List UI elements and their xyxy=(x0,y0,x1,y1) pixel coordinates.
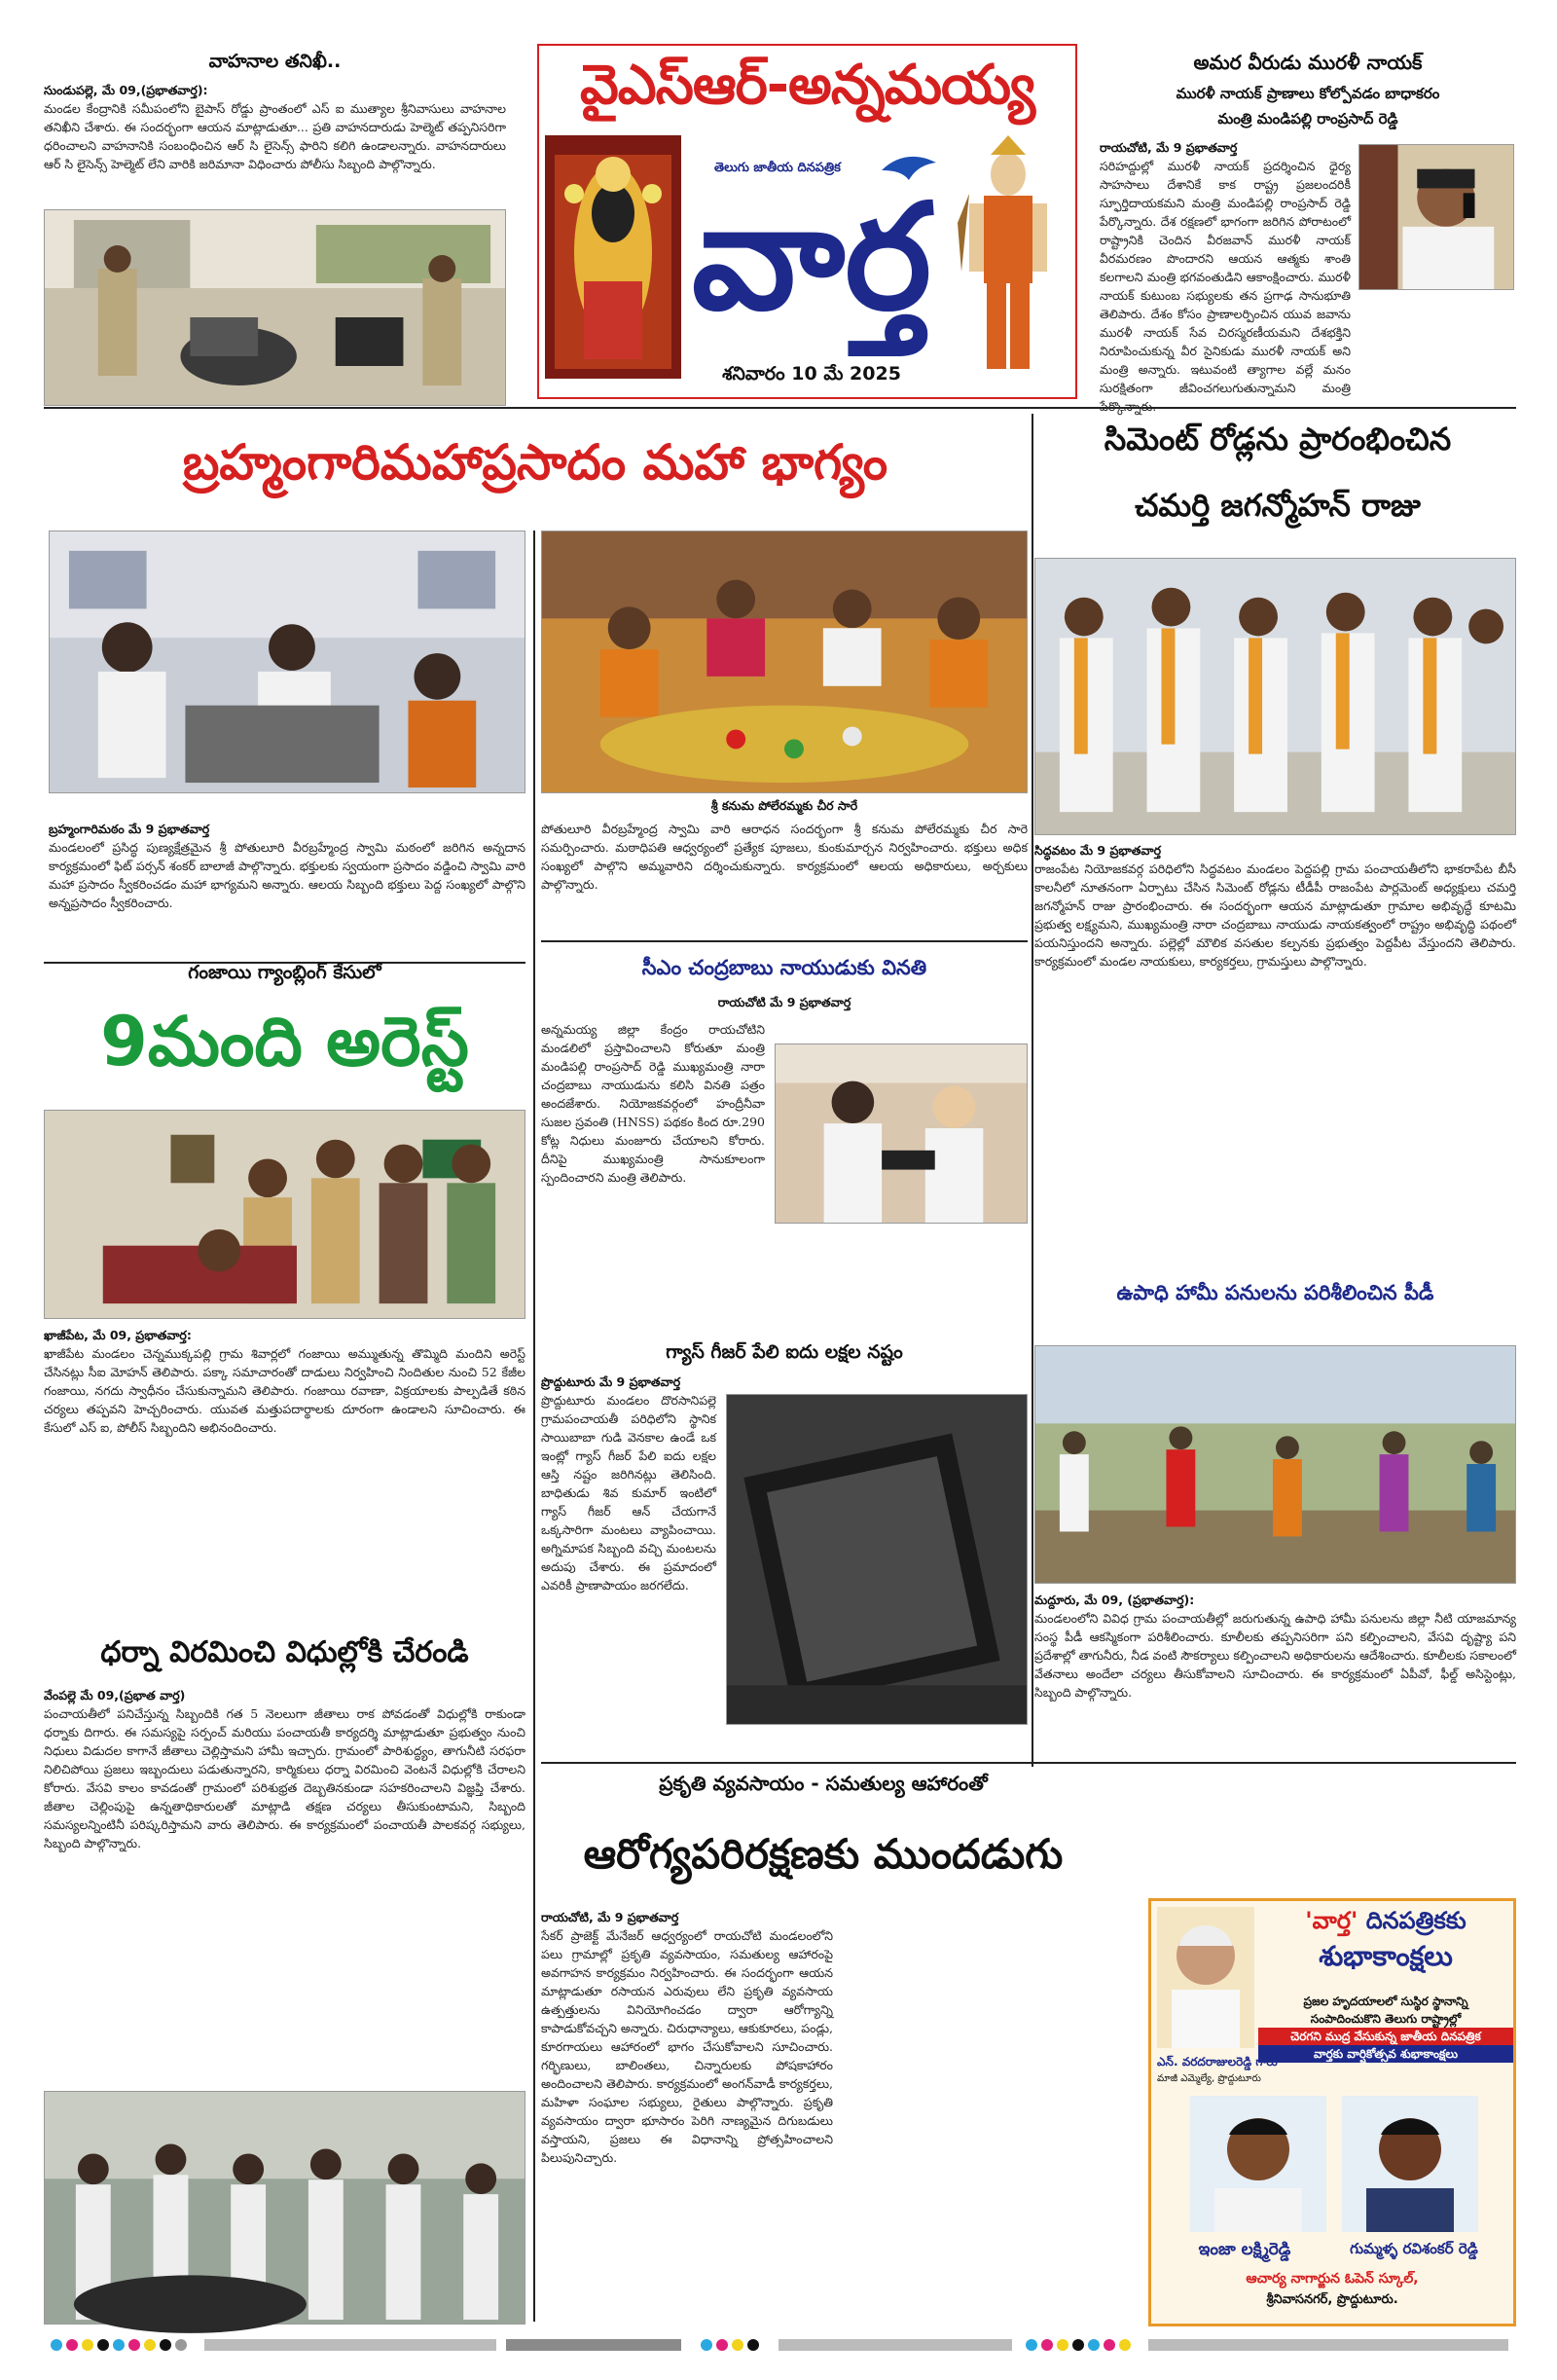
masthead-district-title: వైఎస్ఆర్-అన్నమయ్య xyxy=(579,54,1035,117)
ad-person-right-name: గుమ్మళ్ళ రవిశంకర్ రెడ్డి xyxy=(1350,2240,1478,2257)
masthead-date: శనివారం 10 మే 2025 xyxy=(722,363,901,384)
dateline: సుండుపల్లె, మే 09,(ప్రభాతవార్త): xyxy=(44,83,208,97)
ad-main-person-role: మాజీ ఎమ్మెల్యే, ప్రొద్దుటూరు xyxy=(1157,2073,1261,2084)
photo-ad-person-right xyxy=(1342,2096,1478,2232)
photo-burnt-geyser xyxy=(726,1394,1028,1725)
story-brahmam-headline: బ్రహ్మంగారిమహాప్రసాదం మహా భాగ్యం xyxy=(182,434,888,491)
dateline: వేంపల్లె మే 09,(ప్రభాత వార్త) xyxy=(44,1688,186,1703)
story-gas-body xyxy=(541,1373,716,1733)
photo-dharna-meeting xyxy=(44,2091,525,2325)
photo-deity-left xyxy=(545,135,681,379)
photo-annadanam xyxy=(49,531,525,793)
ad-title-line2: శుభాకాంక్షలు xyxy=(1319,1940,1453,1972)
photo-ad-main-person xyxy=(1157,1907,1254,2048)
story-dharna-headline: ధర్నా విరమించి విధుల్లోకి చేరండి xyxy=(100,1635,469,1669)
dateline: రాయచోటి, మే 9 ప్రభాతవార్త xyxy=(541,1910,679,1924)
photo-cm-petition xyxy=(775,1044,1028,1224)
story-cement-headline-1: సిమెంట్ రోడ్లను ప్రారంభించిన xyxy=(1104,421,1452,458)
dateline: ప్రొద్దుటూరు మే 9 ప్రభాతవార్త xyxy=(541,1374,681,1389)
dateline: సిద్ధవటం మే 9 ప్రభాతవార్త xyxy=(1034,843,1161,858)
story-murali-body xyxy=(1100,138,1351,396)
story-health-kicker: ప్రకృతి వ్యవసాయం - సమతుల్య ఆహారంతో xyxy=(659,1772,988,1795)
story-cement-body xyxy=(1034,841,1516,1269)
story-health-headline: ఆరోగ్యపరిరక్షణకు ముందడుగు xyxy=(583,1830,1064,1878)
photo-pooja-ceremony xyxy=(541,531,1028,793)
masthead-paper-name: వార్త xyxy=(691,173,932,343)
story-gas-text: ప్రొద్దుటూరు మండలం దొరసానిపల్లె గ్రామపంచాయతీ పరిధిలోని స్థానిక సాయిబాబా గుడి వెనకాల ఉండే ఒక ఇంట్లో గ్యాస్ గీజర్ పేలి ఐదు లక్షల ఆస్తి నష్టం జరిగినట్లు తెలిసింది. బాధితుడు శివ కుమార్ ఇంటిలో గ్యాస్ గీజర్ ఆన్ చేయగానే ఒక్కసారిగా మంటలు వ్యాపించాయి. అగ్నిమాపక సిబ్బంది వచ్చి మంటలను అదుపు చేశారు. ఈ ప్రమాదంలో ఎవరికీ ప్రాణాపాయం జరగలేదు. xyxy=(541,1393,716,1593)
ad-title xyxy=(1258,1907,1513,1940)
print-registration-strip xyxy=(49,2336,1516,2354)
dateline: రాయచోటి, మే 9 ప్రభాతవార్త xyxy=(1100,140,1238,155)
story-dharna-text: పంచాయతీలో పనిచేస్తున్న సిబ్బందికి గత 5 నెలలుగా జీతాలు రాక పోవడంతో విధుల్లోకి రాకుండా ధర్నాకు దిగారు. ఈ సమస్యపై సర్పంచ్ మరియు పంచాయతీ కార్యదర్శి మాట్లాడుతూ ప్రభుత్వం నుంచి నిధులు విడుదల కాగానే జీతాలు చెల్లిస్తామని హామీ ఇచ్చారు. గ్రామంలో పారిశుద్ధ్యం, తాగునీటి సరఫరా నిలిచిపోయి ప్రజలు ఇబ్బందులు పడుతున్నారని, కార్మికులు ధర్నా విరమించి వెంటనే విధుల్లోకి చేరాలని కోరారు. వేసవి కాలం కావడంతో గ్రామంలో పరిశుభ్రత దెబ్బతినకుండా సహకరించాలని విజ్ఞప్తి చేశారు. జీతాల చెల్లింపుపై ఉన్నతాధికారులతో మాట్లాడి తక్షణ చర్యలు తీసుకుంటామని, సిబ్బంది సమస్యలన్నింటినీ పరిష్కరిస్తామని వారు తెలిపారు. ఈ కార్యక్రమంలో పంచాయతీ పాలకవర్గ సభ్యులు, సిబ్బంది పాల్గొన్నారు. xyxy=(44,1706,525,1850)
story-ganja-body xyxy=(44,1326,525,1628)
column-rule-2 xyxy=(1032,414,1033,1767)
ad-main-person-name: ఎన్. వరదరాజులరెడ్డి గారు xyxy=(1157,2055,1278,2069)
rule-top xyxy=(44,407,1516,409)
story-cement-text: రాజంపేట నియోజకవర్గ పరిధిలోని సిద్ధవటం మండలం పెద్దపల్లి గ్రామ పంచాయతీలోని భాకరాపేట బీసీ కాలనీలో నూతనంగా ఏర్పాటు చేసిన సిమెంట్ రోడ్లను టీడీపీ రాజంపేట పార్లమెంట్ అధ్యక్షులు చమర్తి జగన్మోహన్ రాజు ప్రారంభించారు. ఈ సందర్భంగా ఆయన మాట్లాడుతూ గ్రామాల అభివృద్ధే కూటమి ప్రభుత్వ లక్ష్యమని, ముఖ్యమంత్రి నారా చంద్రబాబు నాయుడు నాయకత్వంలో రాష్ట్రం అభివృద్ధి పథంలో పయనిస్తుందని అన్నారు. పల్లెల్లో మౌలిక వసతుల కల్పనకు ప్రభుత్వం పెద్దపీట వేస్తుందని తెలిపారు. కార్యక్రమంలో మండల నాయకులు, కార్యకర్తలు, గ్రామస్తులు పాల్గొన్నారు. xyxy=(1034,861,1516,969)
ad-tagline-4: వార్తకు వార్షికోత్సవ శుభాకాంక్షలు xyxy=(1258,2045,1513,2063)
dateline: ఖాజీపేట, మే 09, ప్రభాతవార్త: xyxy=(44,1328,192,1342)
story-gas-headline: గ్యాస్ గీజర్ పేలి ఐదు లక్షల నష్టం xyxy=(666,1341,903,1363)
ad-title-rest: దినపత్రికకు xyxy=(1365,1907,1466,1934)
story-vehicle-check xyxy=(44,51,506,382)
photo-minister-phone xyxy=(1358,144,1514,290)
story-dharna-body xyxy=(44,1686,525,2075)
masthead-tagline: తెలుగు జాతీయ దినపత్రిక xyxy=(714,161,841,175)
photo-cement-road-inauguration xyxy=(1034,558,1516,835)
story-ganja-headline: 9మంది అరెస్ట్ xyxy=(100,1002,469,1081)
story-vehicle-text: మండల కేంద్రానికి సమీపంలోని బైపాస్ రోడ్డు ప్రాంతంలో ఎస్ ఐ ముత్యాల శ్రీనివాసులు వాహనాల తనిఖీని చేశారు. ఈ సందర్భంగా ఆయన మాట్లాడుతూ... ప్రతి వాహనదారుడు హెల్మెట్ తప్పనిసరిగా ధరించాలని వాహనానికి సంబంధించిన ఆర్ సి లైసెన్స్ ఫారిని కలిగి ఉండాలన్నారు. వాహనదారులు ఆర్ సి లైసెన్స్ హెల్మెట్ లేని వారికి జరిమానా విధించారు పోలీసు సిబ్బంది పాల్గొన్నారు. xyxy=(44,101,506,171)
caption-pooja: శ్రీ కనుమ పోలేరమ్మకు చీర సారే xyxy=(710,798,858,813)
column-rule-1 xyxy=(533,531,535,2322)
story-cement-headline-2: చమర్తి జగన్మోహన్ రాజు xyxy=(1135,487,1421,524)
story-brahmam-text-right: పోతులూరి వీరబ్రహ్మేంద్ర స్వామి వారి ఆరాధన సందర్భంగా శ్రీ కనుమ పోలేరమ్మకు చీర సారె సమర్పించారు. మఠాధిపతి ఆధ్వర్యంలో ప్రత్యేక పూజలు, కుంకుమార్చన నిర్వహించారు. భక్తులు అధిక సంఖ్యలో పాల్గొని అమ్మవారిని దర్శించుకున్నారు. కార్యక్రమంలో ఆలయ అధికారులు, అర్చకులు పాల్గొన్నారు. xyxy=(541,822,1028,892)
story-upadhi-body xyxy=(1034,1591,1516,1756)
story-murali-text: సరిహద్దుల్లో మురళీ నాయక్ ప్రదర్శించిన ధైర్య సాహసాలు దేశానికే కాక రాష్ట్ర ప్రజలందరికీ స్ఫూర్తిదాయకమని మంత్రి మండిపల్లి రాంప్రసాద్ రెడ్డి పేర్కొన్నారు. దేశ రక్షణలో భాగంగా జరిగిన పోరాటంలో రాష్ట్రానికి చెందిన వీరజవాన్ మురళీ నాయక్ వీరమరణం పొందారని ఆయన ఆత్మకు శాంతి కలగాలని మంత్రి భగవంతుడిని ఆకాంక్షించారు. మురళీ నాయక్ కుటుంబ సభ్యులకు తన ప్రగాఢ సానుభూతి తెలిపారు. దేశం కోసం ప్రాణాలర్పించిన యువ జవాను మురళీ నాయక్ సేవ చిరస్మరణీయమని దేశభక్తిని నిరూపించుకున్న వీర సైనికుడు మురళీ నాయక్ అని మంత్రి అన్నారు. ఇటువంటి త్యాగాల వల్లే మనం సురక్షితంగా జీవించగలుగుతున్నామని మంత్రి xyxy=(1100,159,1351,395)
ad-title-quote: 'వార్త' xyxy=(1305,1907,1358,1934)
dateline: మద్దూరు, మే 09, (ప్రభాతవార్త): xyxy=(1034,1593,1195,1607)
ad-tagline-2: సంపాదించుకొని తెలుగు రాష్ట్రాల్లో xyxy=(1310,2012,1462,2026)
story-vehicle-body xyxy=(44,81,506,205)
story-brahmam-text-left: మండలంలో ప్రసిద్ధ పుణ్యక్షేత్రమైన శ్రీ పోతులూరి వీరబ్రహ్మేంద్ర స్వామి మఠంలో జరిగిన అన్నదాన కార్యక్రమంలో ఫిట్ పర్సన్ శంకర్ బాలాజీ పాల్గొన్నారు. భక్తులకు స్వయంగా ప్రసాదం వడ్డించి స్వామి వారి మహా ప్రసాదం స్వీకరించడం మహా భాగ్యమని అన్నారు. ఆలయ సిబ్బంది భక్తులు పెద్ద సంఖ్యలో పాల్గొని అన్నప్రసాదం స్వీకరించారు. xyxy=(49,840,525,910)
masthead xyxy=(537,44,1077,399)
story-cm-text: అన్నమయ్య జిల్లా కేంద్రం రాయచోటిని మండలిలో ప్రస్తావించాలని కోరుతూ మంత్రి మండిపల్లి రాంప్రసాద్ రెడ్డి ముఖ్యమంత్రి నారా చంద్రబాబు నాయుడును కలిసి వినతి పత్రం అందజేశారు. నియోజకవర్గంలో హంద్రీనీవా సుజల స్రవంతి (HNSS) పథకం కింద రూ.290 కోట్ల నిధులు మంజూరు చేయాలని కోరారు. దీనిపై ముఖ్యమంత్రి సానుకూలంగా స్పందించారని మంత్రి తెలిపారు. xyxy=(541,1022,765,1185)
story-ganja-kicker: గంజాయి గ్యాంబ్లింగ్ కేసులో xyxy=(188,962,381,983)
story-cm-dateline: రాయచోటి మే 9 ప్రభాతవార్త xyxy=(717,995,851,1009)
story-health-body xyxy=(541,1908,833,2325)
ad-greetings xyxy=(1148,1898,1516,2326)
story-murali-nayak xyxy=(1100,51,1516,401)
story-cm-headline: సీఎం చంద్రబాబు నాయుడుకు వినతి xyxy=(641,956,927,979)
story-vehicle-headline: వాహనాల తనిఖీ.. xyxy=(208,51,342,72)
photo-annamayya-right xyxy=(940,135,1071,379)
story-brahmam-body-right xyxy=(541,820,1028,934)
photo-ad-person-left xyxy=(1190,2096,1326,2232)
ad-person-left-name: ఇంజా లక్ష్మిరెడ్డి xyxy=(1198,2240,1291,2259)
photo-upadhi-works xyxy=(1034,1345,1516,1584)
photo-police-vehicle-check xyxy=(44,209,506,406)
story-brahmam-body-left xyxy=(49,820,525,934)
story-upadhi-text: మండలంలోని వివిధ గ్రామ పంచాయతీల్లో జరుగుతున్న ఉపాధి హామీ పనులను జిల్లా నీటి యాజమాన్య సంస్థ పీడీ ఆకస్మికంగా పరిశీలించారు. కూలీలకు తప్పనిసరిగా పని కల్పించాలని, వేసవి దృష్ట్యా పని ప్రదేశాల్లో తాగునీరు, నీడ వంటి సౌకర్యాలు కల్పించాలని అధికారులను ఆదేశించారు. కూలీలకు సకాలంలో వేతనాలు అందేలా చర్యలు తీసుకోవాలని సూచించారు. ఈ కార్యక్రమంలో ఏపీవో, ఫీల్డ్ అసిస్టెంట్లు, సిబ్బంది పాల్గొన్నారు. xyxy=(1034,1611,1516,1700)
ad-footer-2: శ్రీనివాసనగర్, ప్రొద్దుటూరు. xyxy=(1266,2292,1398,2307)
dateline: బ్రహ్మంగారిమఠం మే 9 ప్రభాతవార్త xyxy=(49,822,210,836)
story-cm-body-top xyxy=(541,1020,765,1229)
story-murali-subhead-1: మురళీ నాయక్ ప్రాణాలు కోల్పోవడం బాధాకరం xyxy=(1176,85,1440,102)
story-health-body-col2 xyxy=(843,1908,1135,2325)
rule-cm xyxy=(541,940,1028,942)
ad-footer-1: ఆచార్య నాగార్జున ఓపెన్ స్కూల్, xyxy=(1246,2271,1419,2287)
story-murali-headline: అమర వీరుడు మురళీ నాయక్ xyxy=(1193,51,1423,74)
photo-police-arrest xyxy=(44,1110,525,1319)
story-upadhi-headline: ఉపాధి హామీ పనులను పరిశీలించిన పీడీ xyxy=(1116,1281,1434,1304)
story-health-text: సేకర్ ప్రాజెక్ట్ మేనేజర్ ఆధ్వర్యంలో రాయచోటి మండలంలోని పలు గ్రామాల్లో ప్రకృతి వ్యవసాయం, సమతుల్య ఆహారంపై అవగాహన కార్యక్రమం నిర్వహించారు. ఈ సందర్భంగా ఆయన మాట్లాడుతూ రసాయన ఎరువులు లేని ప్రకృతి వ్యవసాయ ఉత్పత్తులను వినియోగించడం ద్వారా ఆరోగ్యాన్ని కాపాడుకోవచ్చని అన్నారు. చిరుధాన్యాలు, ఆకుకూరలు, పండ్లు, కూరగాయలు ఆహారంలో భాగం చేసుకోవాలని సూచించారు. గర్భిణులు, బాలింతలు, చిన్నారులకు పోషకాహారం అందించాలని తెలిపారు. కార్యక్రమంలో అంగన్‌వాడీ కార్యకర్తలు, మహిళా సంఘాల సభ్యులు, రైతులు పాల్గొన్నారు. ప్రకృతి వ్యవసాయం ద్వారా భూసారం పెరిగి నాణ్యమైన దిగుబడులు వస్తాయని, ప్రజలు ఈ విధానాన్ని ప్రోత్సహించాలని పిలుపునిచ్చారు. xyxy=(541,1928,833,2165)
ad-tagline-3: చెరగని ముద్ర వేసుకున్న జాతీయ దినపత్రిక xyxy=(1258,2028,1513,2045)
rule-health-top xyxy=(541,1762,1516,1764)
story-ganja-text: ఖాజీపేట మండలం చెన్నముక్కపల్లి గ్రామ శివార్లలో గంజాయి అమ్ముతున్న తొమ్మిది మందిని అరెస్ట్ చేసినట్లు సీఐ మోహన్ తెలిపారు. పక్కా సమాచారంతో దాడులు నిర్వహించి నిందితుల నుంచి 52 కేజీల గంజాయి, నగదు స్వాధీనం చేసుకున్నామని తెలిపారు. గంజాయి రవాణా, విక్రయాలకు పాల్పడితే కఠిన చర్యలు తప్పవని హెచ్చరించారు. యువత మత్తుపదార్థాలకు దూరంగా ఉండాలని సూచించారు. ఈ కేసులో ఎస్ ఐ, పోలీస్ సిబ్బందిని అభినందించారు. xyxy=(44,1346,525,1435)
ad-tagline-1: ప్రజల హృదయాలలో సుస్థిర స్థానాన్ని xyxy=(1303,1995,1468,2008)
story-cm-body-bottom xyxy=(541,1234,1028,1332)
story-murali-subhead-2: మంత్రి మండిపల్లి రాంప్రసాద్ రెడ్డి xyxy=(1217,110,1398,128)
